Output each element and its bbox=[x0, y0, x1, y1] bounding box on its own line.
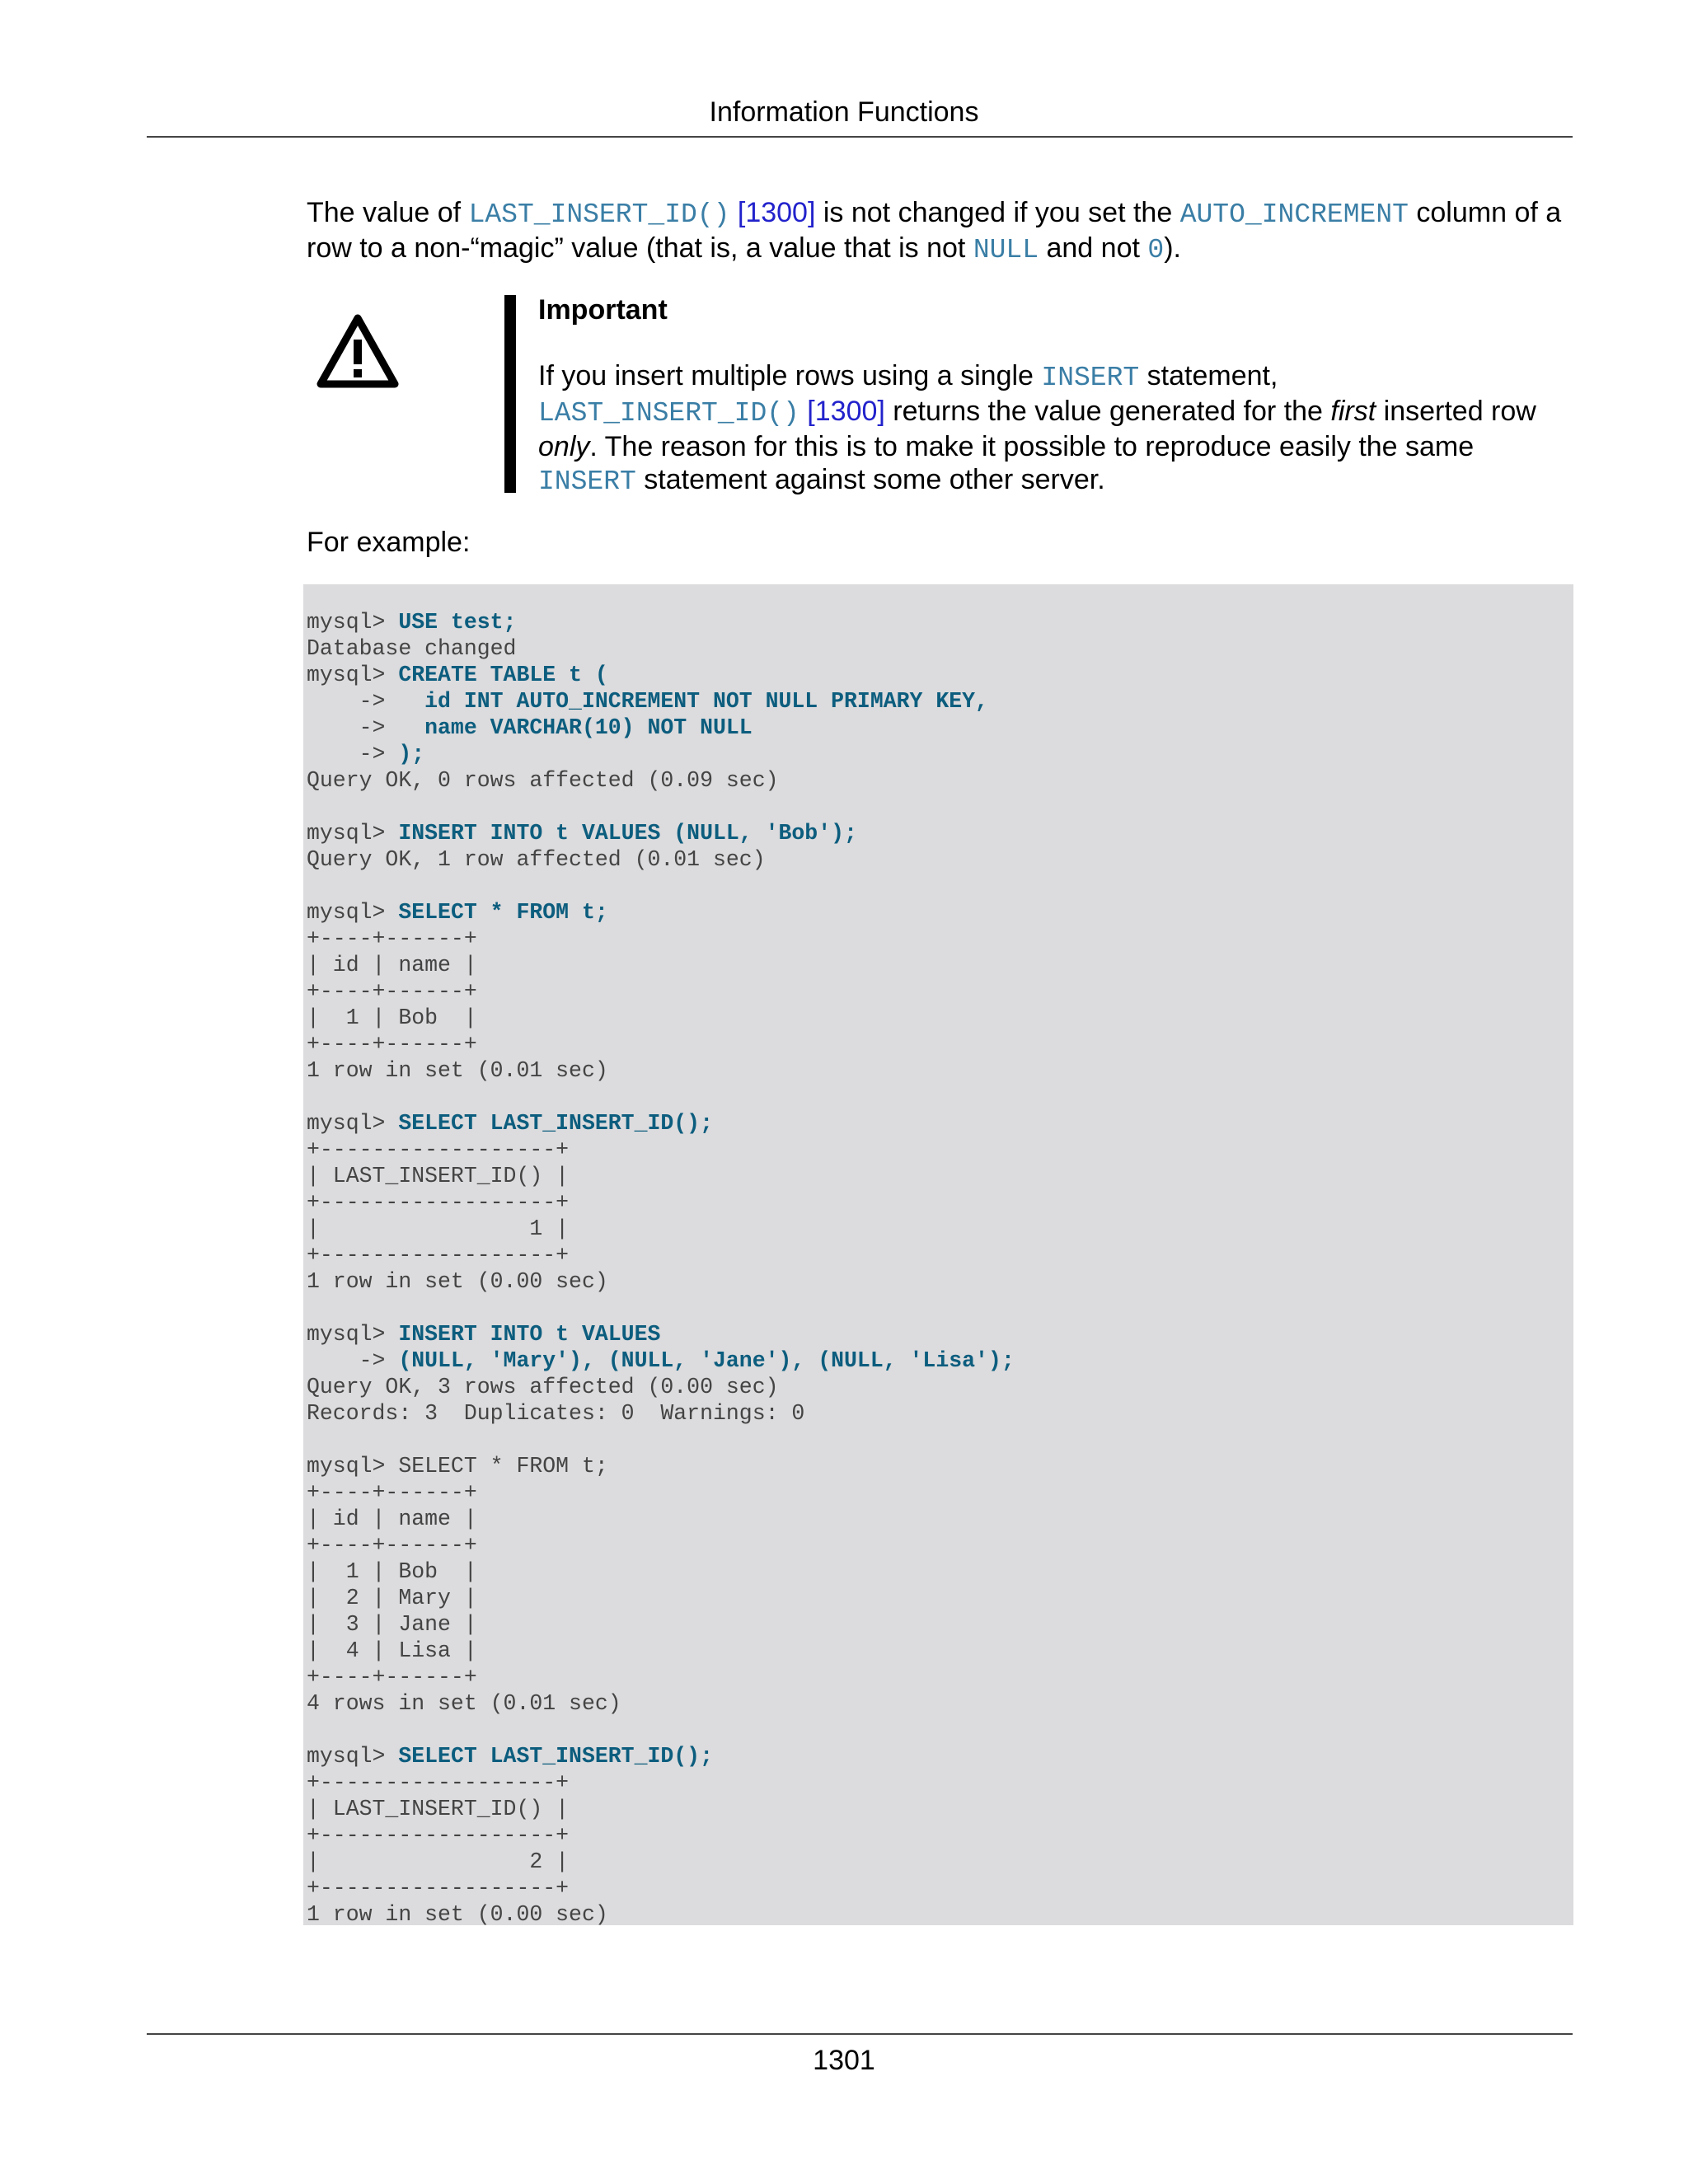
code-command: SELECT LAST_INSERT_ID(); bbox=[398, 1111, 713, 1136]
code-line bbox=[307, 1005, 1015, 1031]
code-line bbox=[307, 1743, 1015, 1769]
intro-text: column of a row to a non-“magic” value (that is, a value that is not bbox=[307, 197, 1562, 264]
code-line bbox=[307, 1216, 1015, 1242]
code-listing bbox=[307, 609, 1015, 1928]
code-output: | LAST_INSERT_ID() | bbox=[307, 1797, 570, 1821]
code-output: mysql> bbox=[307, 900, 399, 925]
code-output: | id | name | bbox=[307, 1507, 477, 1531]
code-command: INSERT INTO t VALUES (NULL, 'Bob'); bbox=[398, 821, 857, 846]
code-output: Query OK, 3 rows affected (0.00 sec) bbox=[307, 1375, 779, 1399]
code-line bbox=[307, 899, 1015, 926]
header-rule bbox=[147, 136, 1573, 138]
intro-text: and not bbox=[1039, 232, 1148, 264]
code-line bbox=[307, 1849, 1015, 1875]
code-command: INSERT INTO t VALUES bbox=[398, 1322, 661, 1347]
code-line bbox=[307, 1796, 1015, 1822]
code-zero: 0 bbox=[1147, 235, 1165, 265]
intro-text: The value of bbox=[307, 197, 469, 228]
code-output: -> bbox=[307, 715, 425, 740]
code-output: mysql> SELECT * FROM t; bbox=[307, 1454, 608, 1479]
note-text bbox=[538, 359, 1568, 499]
emphasis-only: only bbox=[538, 431, 590, 462]
code-output: mysql> bbox=[307, 821, 399, 846]
note-text-part: statement, bbox=[1139, 360, 1278, 391]
code-line bbox=[307, 820, 1015, 846]
code-output: | 4 | Lisa | bbox=[307, 1638, 477, 1663]
code-line bbox=[307, 1295, 1015, 1321]
warning-icon bbox=[315, 312, 401, 391]
xref-link[interactable]: [1300] bbox=[729, 197, 816, 228]
xref-link[interactable]: [1300] bbox=[799, 396, 885, 427]
note-title: Important bbox=[538, 294, 668, 326]
code-line bbox=[307, 1242, 1015, 1268]
code-line bbox=[307, 1453, 1015, 1479]
code-line bbox=[307, 1664, 1015, 1690]
code-output: -> bbox=[307, 1348, 399, 1373]
example-label: For example: bbox=[307, 527, 471, 558]
code-line bbox=[307, 1822, 1015, 1849]
emphasis-first: first bbox=[1330, 396, 1376, 427]
code-line bbox=[307, 794, 1015, 820]
running-header: Information Functions bbox=[709, 96, 979, 128]
code-line bbox=[307, 1374, 1015, 1400]
code-line bbox=[307, 1479, 1015, 1506]
code-output: | 1 | Bob | bbox=[307, 1005, 477, 1030]
code-line bbox=[307, 1717, 1015, 1743]
code-output: Query OK, 1 row affected (0.01 sec) bbox=[307, 847, 766, 872]
code-output: mysql> bbox=[307, 610, 399, 635]
note-text-part: inserted row bbox=[1376, 396, 1536, 427]
code-command: ); bbox=[398, 742, 425, 766]
code-command: SELECT * FROM t; bbox=[398, 900, 608, 925]
code-output: mysql> bbox=[307, 663, 399, 687]
code-line bbox=[307, 1189, 1015, 1216]
code-output: +------------------+ bbox=[307, 1243, 570, 1268]
code-line bbox=[307, 1769, 1015, 1796]
code-output: | 3 | Jane | bbox=[307, 1612, 477, 1637]
code-line bbox=[307, 1585, 1015, 1611]
code-output: 1 row in set (0.00 sec) bbox=[307, 1269, 608, 1294]
code-line bbox=[307, 1901, 1015, 1928]
code-command: USE test; bbox=[398, 610, 517, 635]
code-null: NULL bbox=[973, 235, 1039, 265]
code-output: 1 row in set (0.01 sec) bbox=[307, 1058, 608, 1083]
code-output: Database changed bbox=[307, 636, 517, 661]
code-insert: INSERT bbox=[1041, 363, 1140, 393]
code-output: +------------------+ bbox=[307, 1876, 570, 1900]
code-line bbox=[307, 926, 1015, 952]
code-output: +----+------+ bbox=[307, 979, 477, 1004]
code-line bbox=[307, 1611, 1015, 1638]
intro-text: ). bbox=[1164, 232, 1181, 264]
code-output: +------------------+ bbox=[307, 1190, 570, 1215]
code-insert: INSERT bbox=[538, 466, 636, 497]
code-line bbox=[307, 1268, 1015, 1295]
code-output: | 1 | bbox=[307, 1216, 570, 1241]
code-output: mysql> bbox=[307, 1111, 399, 1136]
code-output: | 2 | Mary | bbox=[307, 1586, 477, 1610]
footer-rule bbox=[147, 2033, 1573, 2035]
code-output: +----+------+ bbox=[307, 1480, 477, 1505]
code-line bbox=[307, 1400, 1015, 1427]
code-output: | 2 | bbox=[307, 1849, 570, 1874]
code-line bbox=[307, 635, 1015, 662]
code-output: +----+------+ bbox=[307, 1665, 477, 1690]
code-output: Query OK, 0 rows affected (0.09 sec) bbox=[307, 768, 779, 793]
code-output: | id | name | bbox=[307, 953, 477, 977]
code-line bbox=[307, 715, 1015, 741]
code-command: SELECT LAST_INSERT_ID(); bbox=[398, 1744, 713, 1769]
code-line bbox=[307, 1532, 1015, 1558]
code-command: id INT AUTO_INCREMENT NOT NULL PRIMARY KEY, bbox=[424, 689, 988, 714]
code-line bbox=[307, 1427, 1015, 1453]
code-last-insert-id: LAST_INSERT_ID() bbox=[468, 199, 730, 230]
code-line bbox=[307, 1638, 1015, 1664]
code-line bbox=[307, 688, 1015, 715]
code-line bbox=[307, 952, 1015, 978]
note-text-part: statement against some other server. bbox=[635, 464, 1105, 495]
code-line bbox=[307, 1163, 1015, 1189]
code-output: mysql> bbox=[307, 1744, 399, 1769]
code-output: mysql> bbox=[307, 1322, 399, 1347]
code-output: 4 rows in set (0.01 sec) bbox=[307, 1691, 621, 1716]
code-line bbox=[307, 662, 1015, 688]
code-line bbox=[307, 741, 1015, 767]
code-line bbox=[307, 767, 1015, 794]
code-command: (NULL, 'Mary'), (NULL, 'Jane'), (NULL, 'Lisa'); bbox=[398, 1348, 1015, 1373]
code-output: +------------------+ bbox=[307, 1137, 570, 1162]
code-line bbox=[307, 1031, 1015, 1057]
code-line bbox=[307, 1347, 1015, 1374]
code-line bbox=[307, 1506, 1015, 1532]
code-line bbox=[307, 978, 1015, 1005]
code-line bbox=[307, 1321, 1015, 1347]
note-text-part: . The reason for this is to make it possible to reproduce easily the same bbox=[589, 431, 1475, 462]
code-line bbox=[307, 1057, 1015, 1084]
code-last-insert-id: LAST_INSERT_ID() bbox=[538, 398, 799, 429]
note-text-part: If you insert multiple rows using a single bbox=[538, 360, 1042, 391]
code-line bbox=[307, 1690, 1015, 1717]
code-command: name VARCHAR(10) NOT NULL bbox=[424, 715, 753, 740]
code-output: +----+------+ bbox=[307, 1533, 477, 1558]
code-line bbox=[307, 846, 1015, 873]
important-note bbox=[538, 293, 1568, 499]
code-output: -> bbox=[307, 742, 399, 766]
code-line bbox=[307, 873, 1015, 899]
intro-text: is not changed if you set the bbox=[815, 197, 1180, 228]
code-output: +----+------+ bbox=[307, 926, 477, 951]
code-output: | LAST_INSERT_ID() | bbox=[307, 1164, 570, 1188]
code-output: +------------------+ bbox=[307, 1823, 570, 1848]
code-output: | 1 | Bob | bbox=[307, 1559, 477, 1584]
code-line bbox=[307, 1875, 1015, 1901]
code-command: CREATE TABLE t ( bbox=[398, 663, 608, 687]
page-number: 1301 bbox=[813, 2045, 875, 2076]
note-text-part: returns the value generated for the bbox=[884, 396, 1331, 427]
code-output: Records: 3 Duplicates: 0 Warnings: 0 bbox=[307, 1401, 805, 1426]
code-output: +------------------+ bbox=[307, 1770, 570, 1795]
code-output: +----+------+ bbox=[307, 1032, 477, 1057]
code-output: 1 row in set (0.00 sec) bbox=[307, 1902, 608, 1927]
code-output: -> bbox=[307, 689, 425, 714]
code-line bbox=[307, 1084, 1015, 1110]
code-line bbox=[307, 1558, 1015, 1585]
intro-paragraph bbox=[307, 196, 1568, 267]
note-bar bbox=[504, 295, 516, 493]
code-auto-increment: AUTO_INCREMENT bbox=[1179, 199, 1409, 230]
code-line bbox=[307, 609, 1015, 635]
code-line bbox=[307, 1110, 1015, 1137]
code-line bbox=[307, 1137, 1015, 1163]
